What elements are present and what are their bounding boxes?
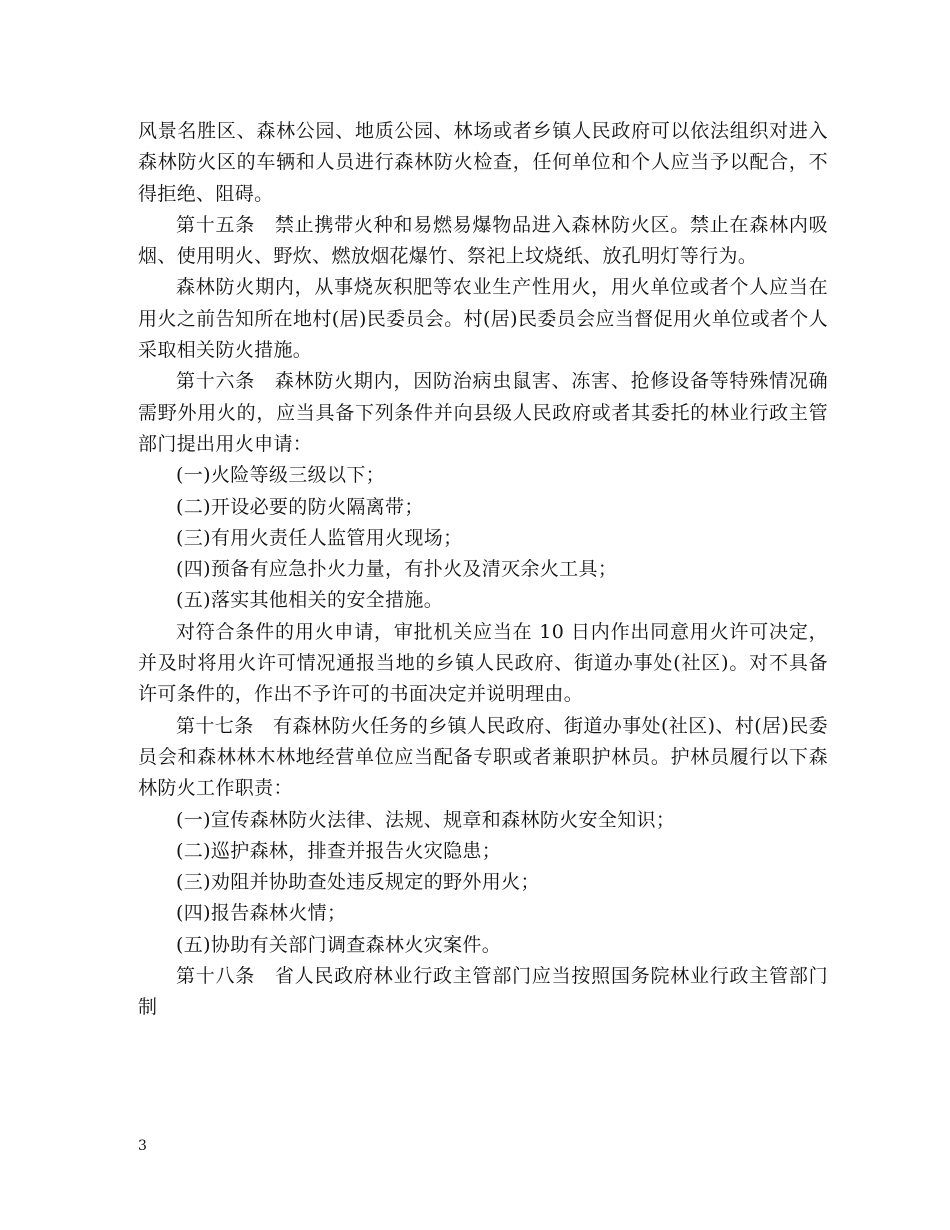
article-17-item-2: (二)巡护森林，排查并报告火灾隐患； — [176, 839, 502, 862]
article-16-item-4: (四)预备有应急扑火力量，有扑火及清灭余火工具； — [176, 558, 618, 581]
article-16-item-2: (二)开设必要的防火隔离带； — [176, 495, 424, 518]
paragraph-permit-decision: 对符合条件的用火申请，审批机关应当在 10 日内作出同意用火许可决定，并及时将用火许可情况通报当地的乡镇人民政府、街道办事处(社区)。对不具备许可条件的，作出不予许可的书面决定并说明理由。 — [138, 620, 828, 706]
article-16-item-5: (五)落实其他相关的安全措施。 — [176, 589, 444, 612]
article-18: 第十八条 省人民政府林业行政主管部门应当按照国务院林业行政主管部门制 — [138, 965, 828, 1019]
page-number: 3 — [138, 1138, 147, 1154]
paragraph-fire-season-notice: 森林防火期内，从事烧灰积肥等农业生产性用火，用火单位或者个人应当在用火之前告知所在地村(居)民委员会。村(居)民委员会应当督促用火单位或者个人采取相关防火措施。 — [138, 276, 828, 362]
article-17-item-5: (五)协助有关部门调查森林火灾案件。 — [176, 933, 502, 956]
article-17-item-3: (三)劝阻并协助查处违反规定的野外用火； — [176, 871, 540, 894]
article-16-item-3: (三)有用火责任人监管用火现场； — [176, 526, 463, 549]
article-15: 第十五条 禁止携带火种和易燃易爆物品进入森林防火区。禁止在森林内吸烟、使用明火、野炊、燃放烟花爆竹、祭祀上坟烧纸、放孔明灯等行为。 — [138, 213, 828, 268]
article-16: 第十六条 森林防火期内，因防治病虫鼠害、冻害、抢修设备等特殊情况确需野外用火的，应当具备下列条件并向县级人民政府或者其委托的林业行政主管部门提出用火申请： — [138, 370, 828, 455]
article-16-item-1: (一)火险等级三级以下； — [176, 464, 386, 487]
article-17-item-4: (四)报告森林火情； — [176, 902, 347, 925]
document-body — [138, 116, 828, 1024]
paragraph-continuation: 风景名胜区、森林公园、地质公园、林场或者乡镇人民政府可以依法组织对进入森林防火区的车辆和人员进行森林防火检查，任何单位和个人应当予以配合，不得拒绝、阻碍。 — [138, 120, 828, 205]
article-17: 第十七条 有森林防火任务的乡镇人民政府、街道办事处(社区)、村(居)民委员会和森林林木林地经营单位应当配备专职或者兼职护林员。护林员履行以下森林防火工作职责： — [138, 714, 828, 800]
article-17-item-1: (一)宣传森林防火法律、法规、规章和森林防火安全知识； — [176, 808, 676, 831]
